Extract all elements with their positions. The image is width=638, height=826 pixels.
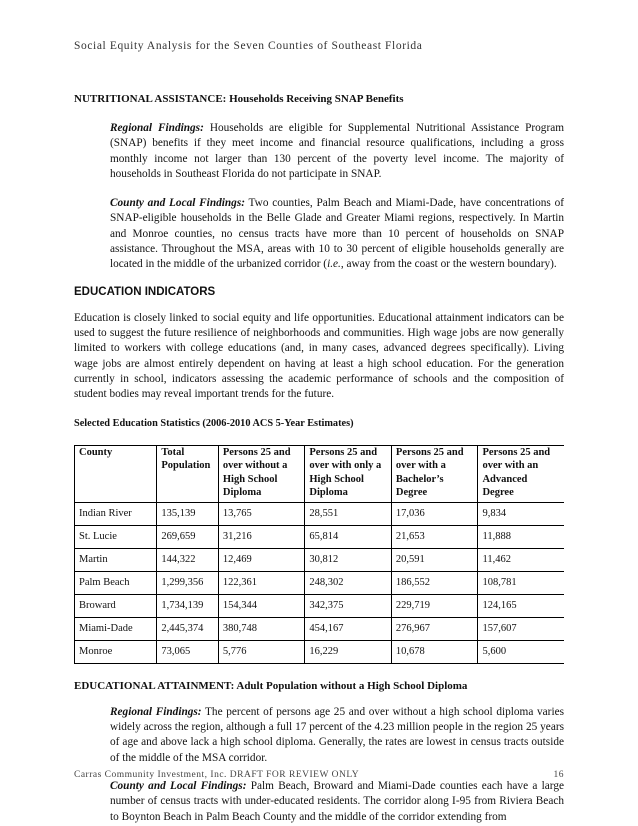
education-heading: EDUCATION INDICATORS: [74, 285, 216, 298]
cell-hs-diploma: 16,229: [305, 640, 392, 663]
cell-county: St. Lucie: [75, 525, 157, 548]
regional-findings-label: Regional Findings:: [110, 705, 202, 718]
regional-findings-label: Regional Findings:: [110, 122, 204, 134]
cell-bachelors: 20,591: [391, 548, 478, 571]
cell-bachelors: 17,036: [391, 502, 478, 525]
table-row: [75, 502, 565, 525]
page-header: Social Equity Analysis for the Seven Counties of Southeast Florida: [74, 40, 423, 52]
attainment-county-findings: [110, 779, 564, 825]
table-row: [75, 548, 565, 571]
education-paragraph: Education is closely linked to social equity and life opportunities. Educational attainment indicators can be used to suggest the future resilience of neighborhoods and communities. High wage jobs are now generally limited to workers with college educations (and, in many cases, advanced degrees specifically). Living wage jobs are almost entirely dependent on having at least a high school education. For the generation currently in school, indicators assessing the academic performance of schools and the composition of student bodies may reveal important trends for the future.: [74, 311, 564, 401]
cell-advanced: 5,600: [478, 640, 564, 663]
col-bachelors: Persons 25 and over with a Bachelor’s Degree: [391, 445, 478, 502]
attainment-heading: EDUCATIONAL ATTAINMENT: Adult Population without a High School Diploma: [74, 679, 468, 692]
cell-total-population: 1,734,139: [157, 594, 219, 617]
footer-text: Carras Community Investment, Inc. DRAFT FOR REVIEW ONLY: [74, 770, 360, 780]
cell-advanced: 124,165: [478, 594, 564, 617]
cell-bachelors: 229,719: [391, 594, 478, 617]
attainment-regional-findings: [110, 705, 564, 766]
cell-without-diploma: 5,776: [218, 640, 305, 663]
snap-regional-findings: [110, 121, 564, 182]
col-county: County: [75, 445, 157, 502]
regional-findings-text: The percent of persons age 25 and over without a high school diploma varies widely across the region, although a full 17 percent of the 4.23 million people in the region 25 years of age and above lack a high school diploma. Generally, the rates are lowest in census tracts outside of the middle of the MSA corridor.: [110, 705, 564, 764]
table-row: [75, 571, 565, 594]
cell-total-population: 1,299,356: [157, 571, 219, 594]
table-row: [75, 640, 565, 663]
col-advanced: Persons 25 and over with an Advanced Degree: [478, 445, 564, 502]
cell-total-population: 73,065: [157, 640, 219, 663]
col-without-diploma: Persons 25 and over without a High School Diploma: [218, 445, 305, 502]
cell-without-diploma: 12,469: [218, 548, 305, 571]
cell-without-diploma: 154,344: [218, 594, 305, 617]
cell-total-population: 144,322: [157, 548, 219, 571]
cell-county: Indian River: [75, 502, 157, 525]
cell-hs-diploma: 248,302: [305, 571, 392, 594]
cell-bachelors: 276,967: [391, 617, 478, 640]
county-findings-text: Two counties, Palm Beach and Miami-Dade, have concentrations of SNAP-eligible households in the Belle Glade and Greater Miami regions, respectively. In Martin and Monroe counties, no census tracts have more than 10 percent of households on SNAP assistance. Throughout the MSA, areas with 10 to 30 percent of eligible households generally are located in the middle of the urbanized corridor (: [110, 197, 565, 271]
cell-county: Miami-Dade: [75, 617, 157, 640]
cell-without-diploma: 122,361: [218, 571, 305, 594]
county-findings-label: County and Local Findings:: [110, 779, 247, 792]
table-row: [75, 617, 565, 640]
cell-total-population: 135,139: [157, 502, 219, 525]
county-findings-ie: i.e.: [327, 258, 341, 271]
cell-advanced: 157,607: [478, 617, 564, 640]
cell-county: Monroe: [75, 640, 157, 663]
cell-advanced: 9,834: [478, 502, 564, 525]
cell-advanced: 108,781: [478, 571, 564, 594]
page-number: 16: [553, 770, 564, 780]
county-findings-text-end: , away from the coast or the western boundary).: [340, 258, 557, 271]
cell-advanced: 11,462: [478, 548, 564, 571]
cell-bachelors: 10,678: [391, 640, 478, 663]
page-content: [74, 93, 564, 825]
cell-total-population: 2,445,374: [157, 617, 219, 640]
education-stats-table: [74, 445, 564, 664]
table-caption: Selected Education Statistics (2006-2010 ACS 5-Year Estimates): [74, 418, 354, 430]
page-footer: [74, 770, 564, 780]
cell-without-diploma: 380,748: [218, 617, 305, 640]
county-findings-label: County and Local Findings:: [110, 197, 245, 210]
table-header-row: [75, 445, 565, 502]
cell-without-diploma: 13,765: [218, 502, 305, 525]
cell-hs-diploma: 30,812: [305, 548, 392, 571]
cell-without-diploma: 31,216: [218, 525, 305, 548]
snap-county-findings: [110, 196, 564, 272]
cell-hs-diploma: 28,551: [305, 502, 392, 525]
cell-total-population: 269,659: [157, 525, 219, 548]
regional-findings-text: Households are eligible for Supplemental Nutritional Assistance Program (SNAP) benefits if they meet income and financial resource qualifications, including a gross monthly income not larger than 130 percent of the poverty level income. The majority of households in Southeast Florida do not participate in SNAP.: [110, 122, 565, 180]
col-total-population: Total Population: [157, 445, 219, 502]
cell-hs-diploma: 454,167: [305, 617, 392, 640]
cell-county: Martin: [75, 548, 157, 571]
col-hs-diploma: Persons 25 and over with only a High School Diploma: [305, 445, 392, 502]
cell-bachelors: 21,653: [391, 525, 478, 548]
cell-hs-diploma: 65,814: [305, 525, 392, 548]
county-findings-text: Palm Beach, Broward and Miami-Dade counties each have a large number of census tracts with under-educated residents. The corridor along I-95 from Riviera Beach to Boynton Beach in Palm Beach County and the middle of the corridor extending from: [110, 779, 565, 823]
table-row: [75, 525, 565, 548]
cell-county: Broward: [75, 594, 157, 617]
cell-county: Palm Beach: [75, 571, 157, 594]
cell-advanced: 11,888: [478, 525, 564, 548]
table-row: [75, 594, 565, 617]
snap-heading: NUTRITIONAL ASSISTANCE: Households Receiving SNAP Benefits: [74, 93, 404, 105]
cell-hs-diploma: 342,375: [305, 594, 392, 617]
cell-bachelors: 186,552: [391, 571, 478, 594]
